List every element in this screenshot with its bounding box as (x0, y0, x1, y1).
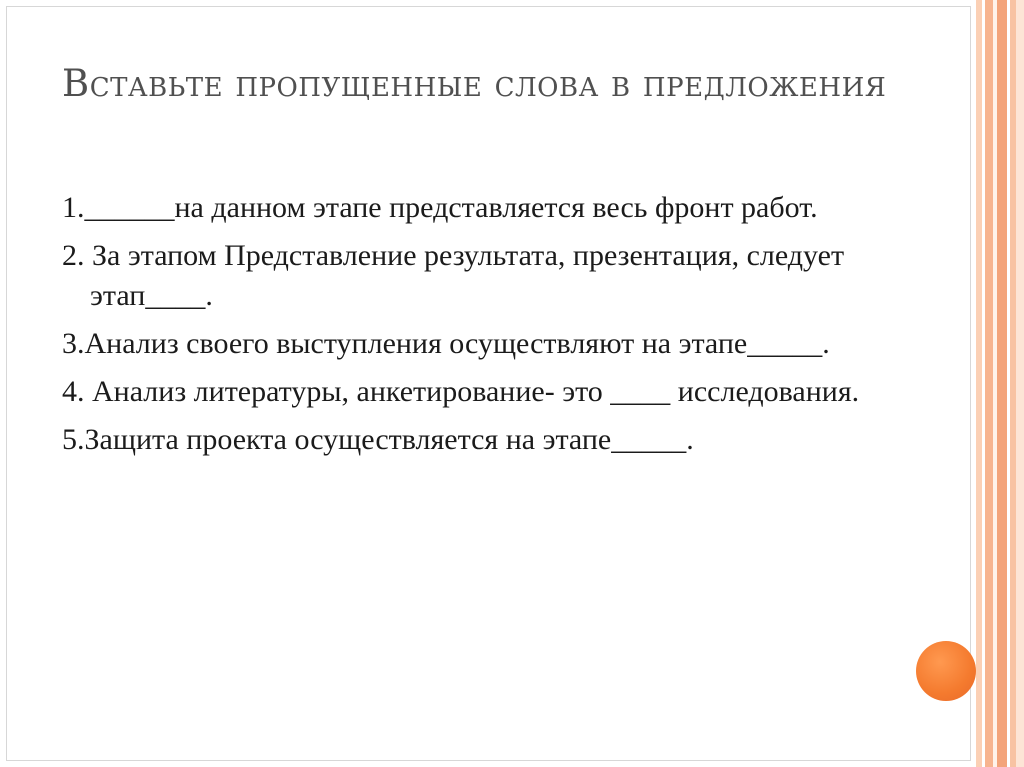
stripe (1016, 0, 1024, 767)
exercise-item-1: 1.______на данном этапе представляется весь фронт работ. (62, 191, 818, 224)
exercise-item-2: 2. За этапом Представление результата, презентация, следует этап____. (62, 239, 845, 312)
stripe (985, 0, 993, 767)
slide-title: Вставьте пропущенные слова в предложения (62, 62, 887, 105)
exercise-item-5: 5.Защита проекта осуществляется на этапе_____. (62, 423, 694, 456)
stripe (997, 0, 1007, 767)
decorative-stripes (974, 0, 1024, 767)
exercise-item-3: 3.Анализ своего выступления осуществляют на этапе_____. (62, 327, 830, 360)
exercise-list (62, 188, 912, 468)
exercise-item-4: 4. Анализ литературы, анкетирование- это ____ исследования. (62, 375, 860, 408)
decorative-circle-icon (916, 641, 976, 701)
